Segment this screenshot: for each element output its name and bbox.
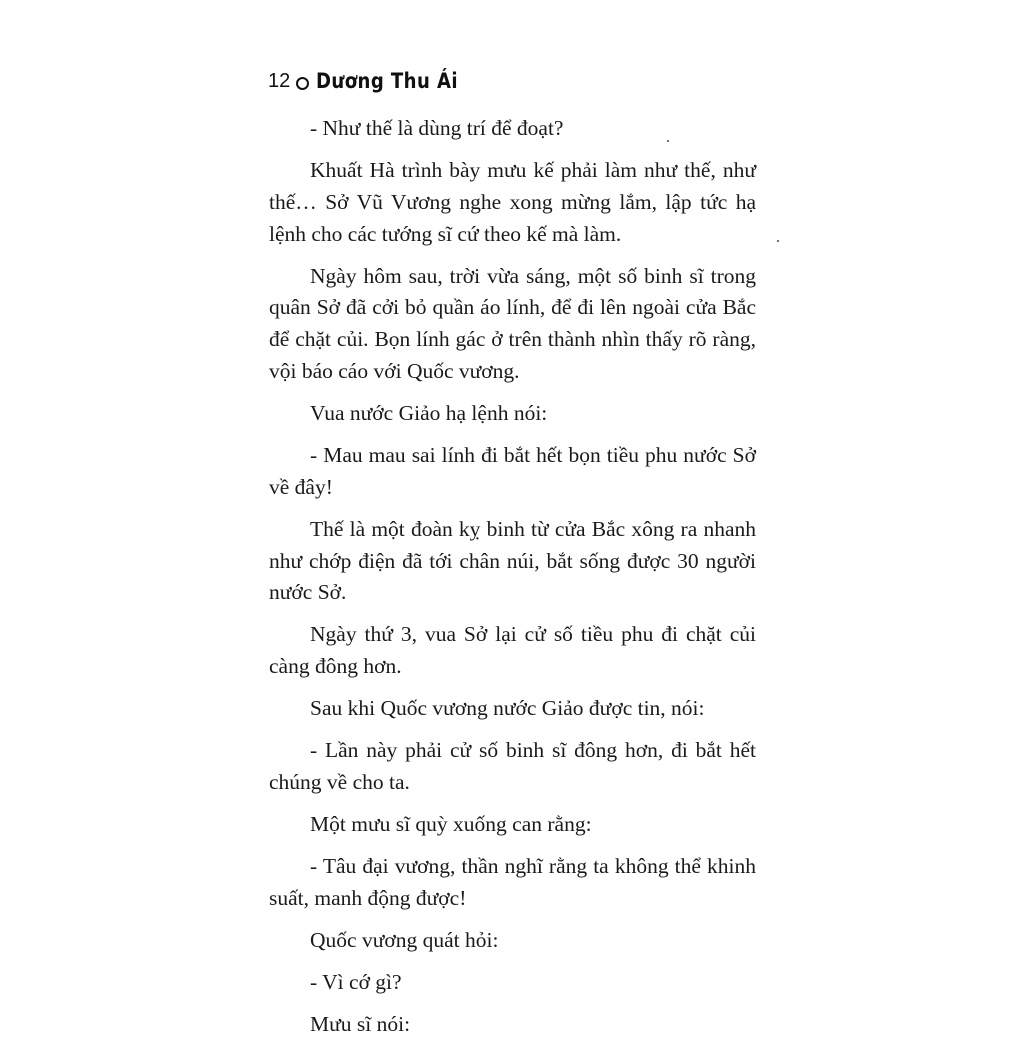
running-header	[268, 66, 481, 96]
author-name: Dương Thu Ái	[316, 69, 459, 93]
paragraph: Ngày hôm sau, trời vừa sáng, một số binh sĩ trong quân Sở đã cởi bỏ quần áo lính, để đi lên ngoài cửa Bắc để chặt củi. Bọn lính gác ở trên thành nhìn thấy rõ ràng, vội báo cáo với Quốc vương.	[269, 263, 756, 383]
paragraph: Sau khi Quốc vương nước Giảo được tin, nói:	[310, 696, 705, 721]
paragraph: Quốc vương quát hỏi:	[310, 927, 499, 952]
print-speck	[667, 140, 669, 142]
paragraph: Một mưu sĩ quỳ xuống can rằng:	[310, 811, 592, 836]
paragraph: - Tâu đại vương, thần nghĩ rằng ta không thể khinh suất, manh động được!	[269, 853, 756, 910]
page-body	[269, 113, 756, 1040]
paragraph: Ngày thứ 3, vua Sở lại cử số tiều phu đi chặt củi càng đông hơn.	[269, 622, 756, 679]
paragraph: Thế là một đoàn kỵ binh từ cửa Bắc xông ra nhanh như chớp điện đã tới chân núi, bắt sống được 30 người nước Sở.	[269, 516, 756, 605]
paragraph: Mưu sĩ nói:	[310, 1011, 411, 1036]
print-speck	[777, 240, 779, 242]
paragraph: - Vì cớ gì?	[310, 969, 402, 994]
paragraph: - Lần này phải cử số binh sĩ đông hơn, đi bắt hết chúng về cho ta.	[269, 738, 756, 794]
paragraph: - Như thế là dùng trí để đoạt?	[310, 116, 564, 140]
paragraph: - Mau mau sai lính đi bắt hết bọn tiều phu nước Sở về đây!	[269, 442, 756, 499]
page-number: 12	[268, 69, 291, 92]
paragraph: Khuất Hà trình bày mưu kế phải làm như thế, như thế… Sở Vũ Vương nghe xong mừng lắm, lập tức hạ lệnh cho các tướng sĩ cứ theo kế mà làm.	[269, 157, 756, 246]
paragraph: Vua nước Giảo hạ lệnh nói:	[310, 400, 548, 425]
circle-ornament-icon	[296, 77, 309, 90]
